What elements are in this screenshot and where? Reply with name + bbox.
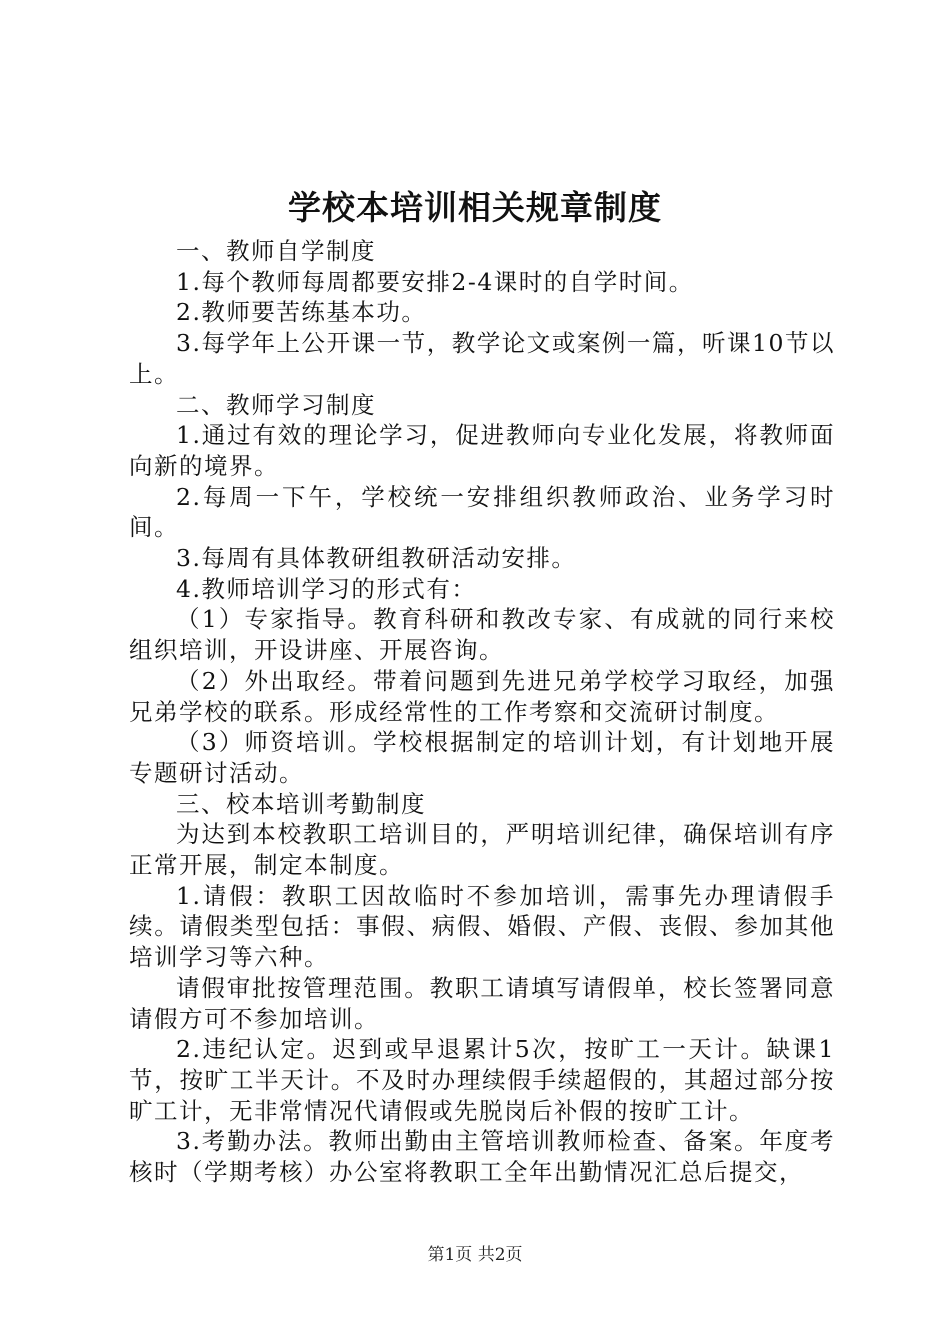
paragraph: 1.通过有效的理论学习，促进教师向专业化发展，将教师面向新的境界。 — [129, 421, 835, 480]
paragraph: 3.每学年上公开课一节，教学论文或案例一篇，听课10节以上。 — [129, 329, 835, 388]
document-title: 学校本培训相关规章制度 — [288, 188, 662, 227]
paragraph: 一、教师自学制度 — [176, 237, 376, 265]
paragraph: 1.每个教师每周都要安排2-4课时的自学时间。 — [176, 267, 694, 296]
document-body — [129, 236, 835, 1188]
paragraph: 为达到本校教职工培训目的，严明培训纪律，确保培训有序正常开展，制定本制度。 — [129, 820, 835, 880]
paragraph: （3）师资培训。学校根据制定的培训计划，有计划地开展专题研讨活动。 — [129, 728, 835, 787]
paragraph: 4.教师培训学习的形式有： — [176, 574, 477, 603]
paragraph: 3.每周有具体教研组教研活动安排。 — [176, 544, 577, 573]
paragraph: 请假审批按管理范围。教职工请填写请假单，校长签署同意请假方可不参加培训。 — [129, 973, 835, 1033]
paragraph: （1）专家指导。教育科研和教改专家、有成就的同行来校组织培训，开设讲座、开展咨询。 — [129, 605, 835, 665]
paragraph: 2.每周一下午，学校统一安排组织教师政治、业务学习时间。 — [129, 482, 835, 542]
paragraph: （2）外出取经。带着问题到先进兄弟学校学习取经，加强兄弟学校的联系。形成经常性的工作考察和交流研讨制度。 — [129, 666, 835, 726]
paragraph: 2.违纪认定。迟到或早退累计5次，按旷工一天计。缺课1节，按旷工半天计。不及时办理续假手续超假的，其超过部分按旷工计，无非常情况代请假或先脱岗后补假的按旷工计。 — [129, 1035, 835, 1125]
page-number: 第1页 共2页 — [427, 1245, 523, 1265]
paragraph: 三、校本培训考勤制度 — [176, 789, 426, 818]
paragraph: 3.考勤办法。教师出勤由主管培训教师检查、备案。年度考核时（学期考核）办公室将教职工全年出勤情况汇总后提交， — [129, 1127, 835, 1187]
paragraph: 二、教师学习制度 — [176, 390, 376, 419]
paragraph: 2.教师要苦练基本功。 — [176, 298, 427, 327]
paragraph: 1.请假：教职工因故临时不参加培训，需事先办理请假手续。请假类型包括：事假、病假、婚假、产假、丧假、参加其他培训学习等六种。 — [129, 881, 835, 972]
